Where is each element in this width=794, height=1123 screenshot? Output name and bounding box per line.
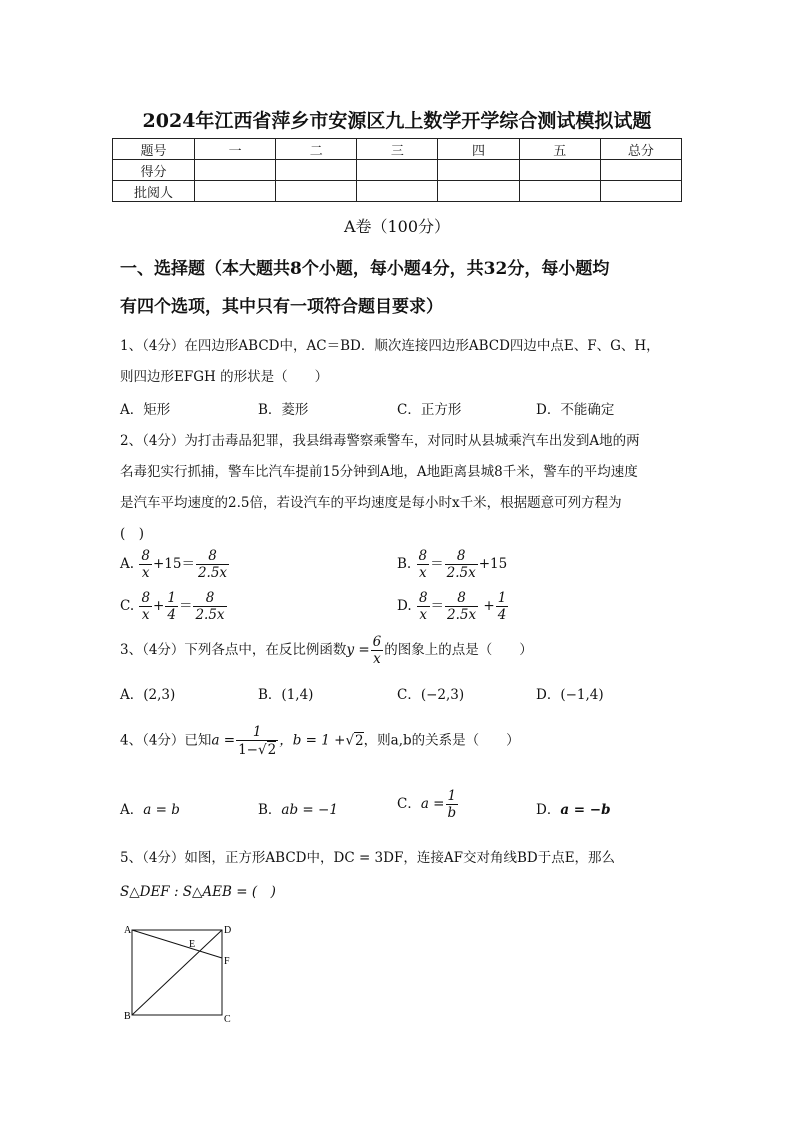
- section1-heading-line1: 一、选择题（本大题共8个小题，每小题4分，共32分，每小题均: [120, 259, 610, 279]
- q2-line2: 名毒犯实行抓捕，警车比汽车提前15分钟到A地，A地距离县城8千米，警车的平均速度: [120, 464, 638, 480]
- label-d: D: [224, 925, 232, 936]
- q3-option-b: B．(1,4): [258, 687, 314, 703]
- q1-option-d: D．不能确定: [536, 402, 615, 418]
- fraction: $\frac{1}{1-√2}$: [238, 724, 277, 758]
- score-header-cell: 五: [519, 139, 600, 160]
- q4-option-d: D．a = −b: [536, 802, 611, 818]
- fraction: $\frac{6}{x}$: [372, 634, 382, 667]
- fraction: $\frac{8}{2.5x}$: [195, 590, 225, 623]
- q4-option-c: C．a = $\frac{1}{b}$: [397, 788, 457, 821]
- label-e: E: [189, 939, 196, 950]
- label-a: A: [124, 925, 132, 936]
- score-table: [112, 138, 682, 202]
- score-header-cell: 二: [276, 139, 357, 160]
- exam-title: 2024年江西省萍乡市安源区九上数学开学综合测试模拟试题: [142, 110, 652, 132]
- fraction: $\frac{8}{2.5x}$: [197, 548, 228, 581]
- square-figure: [118, 920, 238, 1025]
- score-table-row: [113, 160, 682, 181]
- segment-af: [132, 930, 222, 958]
- label-b: B: [124, 1011, 131, 1022]
- q2-option-c: C. $\frac{8}{x}$ + $\frac{1}{4}$ ＝ $\frac{8}{2.5x}$: [120, 590, 225, 623]
- section1-heading-line2: 有四个选项，其中只有一项符合题目要求）: [120, 297, 443, 317]
- score-header-cell: 一: [195, 139, 276, 160]
- fraction: $\frac{8}{2.5x}$: [446, 548, 476, 581]
- fraction: $\frac{8}{x}$: [141, 590, 151, 623]
- score-table-header-row: [113, 139, 682, 160]
- label-f: F: [224, 956, 230, 967]
- score-header-cell: 四: [438, 139, 519, 160]
- score-header-cell: 三: [357, 139, 438, 160]
- q2-option-d: D. $\frac{8}{x}$ ＝ $\frac{8}{2.5x}$ + $\frac{1}{4}$: [397, 590, 507, 623]
- score-header-cell: 题号: [113, 139, 195, 160]
- diagonal-bd: [132, 930, 222, 1015]
- q1-option-a: A．矩形: [120, 402, 171, 418]
- fraction: $\frac{8}{x}$: [418, 548, 428, 581]
- fraction: $\frac{1}{4}$: [497, 590, 507, 623]
- q2-option-b: B. $\frac{8}{x}$ ＝ $\frac{8}{2.5x}$ +15: [397, 548, 508, 581]
- q5-line2: S△DEF : S△AEB = ( ): [120, 884, 276, 900]
- q2-line3: 是汽车平均速度的2.5倍，若设汽车的平均速度是每小时x千米，根据题意可列方程为: [120, 495, 622, 511]
- paper-a-heading: A卷（100分）: [343, 217, 451, 236]
- q2-line4: ( ): [120, 526, 145, 542]
- fraction: $\frac{8}{x}$: [141, 548, 150, 581]
- q3-option-a: A．(2,3): [120, 687, 176, 703]
- q3-option-c: C．(−2,3): [397, 687, 465, 703]
- q4-option-b: B．ab = −1: [258, 802, 338, 818]
- label-c: C: [224, 1014, 231, 1025]
- q1-option-c: C．正方形: [397, 402, 462, 418]
- score-table-row: [113, 181, 682, 202]
- q1-line1: 1、（4分）在四边形ABCD中，AC＝BD．顺次连接四边形ABCD四边中点E、F、G、H，: [120, 338, 660, 354]
- q5-line1: 5、（4分）如图，正方形ABCD中，DC = 3DF，连接AF交对角线BD于点E，那么: [120, 850, 616, 866]
- q2-option-a: A. $\frac{8}{x}$ +15＝ $\frac{8}{2.5x}$: [120, 548, 228, 581]
- score-row-label: 批阅人: [113, 181, 195, 202]
- fraction: $\frac{1}{4}$: [167, 590, 176, 623]
- fraction: $\frac{8}{x}$: [418, 590, 428, 623]
- q1-line2: 则四边形EFGH 的形状是（ ）: [120, 369, 329, 385]
- q4-stem: 4、（4分）已知a = $\frac{1}{1-√2}$ ，b = 1 +√2，则a,b的关系是（ ）: [120, 724, 520, 758]
- fraction: $\frac{1}{b}$: [447, 788, 457, 821]
- fraction: $\frac{8}{2.5x}$: [447, 590, 477, 623]
- score-header-cell: 总分: [600, 139, 681, 160]
- q3-option-d: D．(−1,4): [536, 687, 604, 703]
- q3-stem: 3、（4分）下列各点中，在反比例函数y = $\frac{6}{x}$ 的图象上的点是（ ）: [120, 634, 533, 667]
- q4-option-a: A．a = b: [120, 802, 180, 818]
- score-row-label: 得分: [113, 160, 195, 181]
- q2-line1: 2、（4分）为打击毒品犯罪，我县缉毒警察乘警车，对同时从县城乘汽车出发到A地的两: [120, 433, 640, 449]
- q1-option-b: B．菱形: [258, 402, 309, 418]
